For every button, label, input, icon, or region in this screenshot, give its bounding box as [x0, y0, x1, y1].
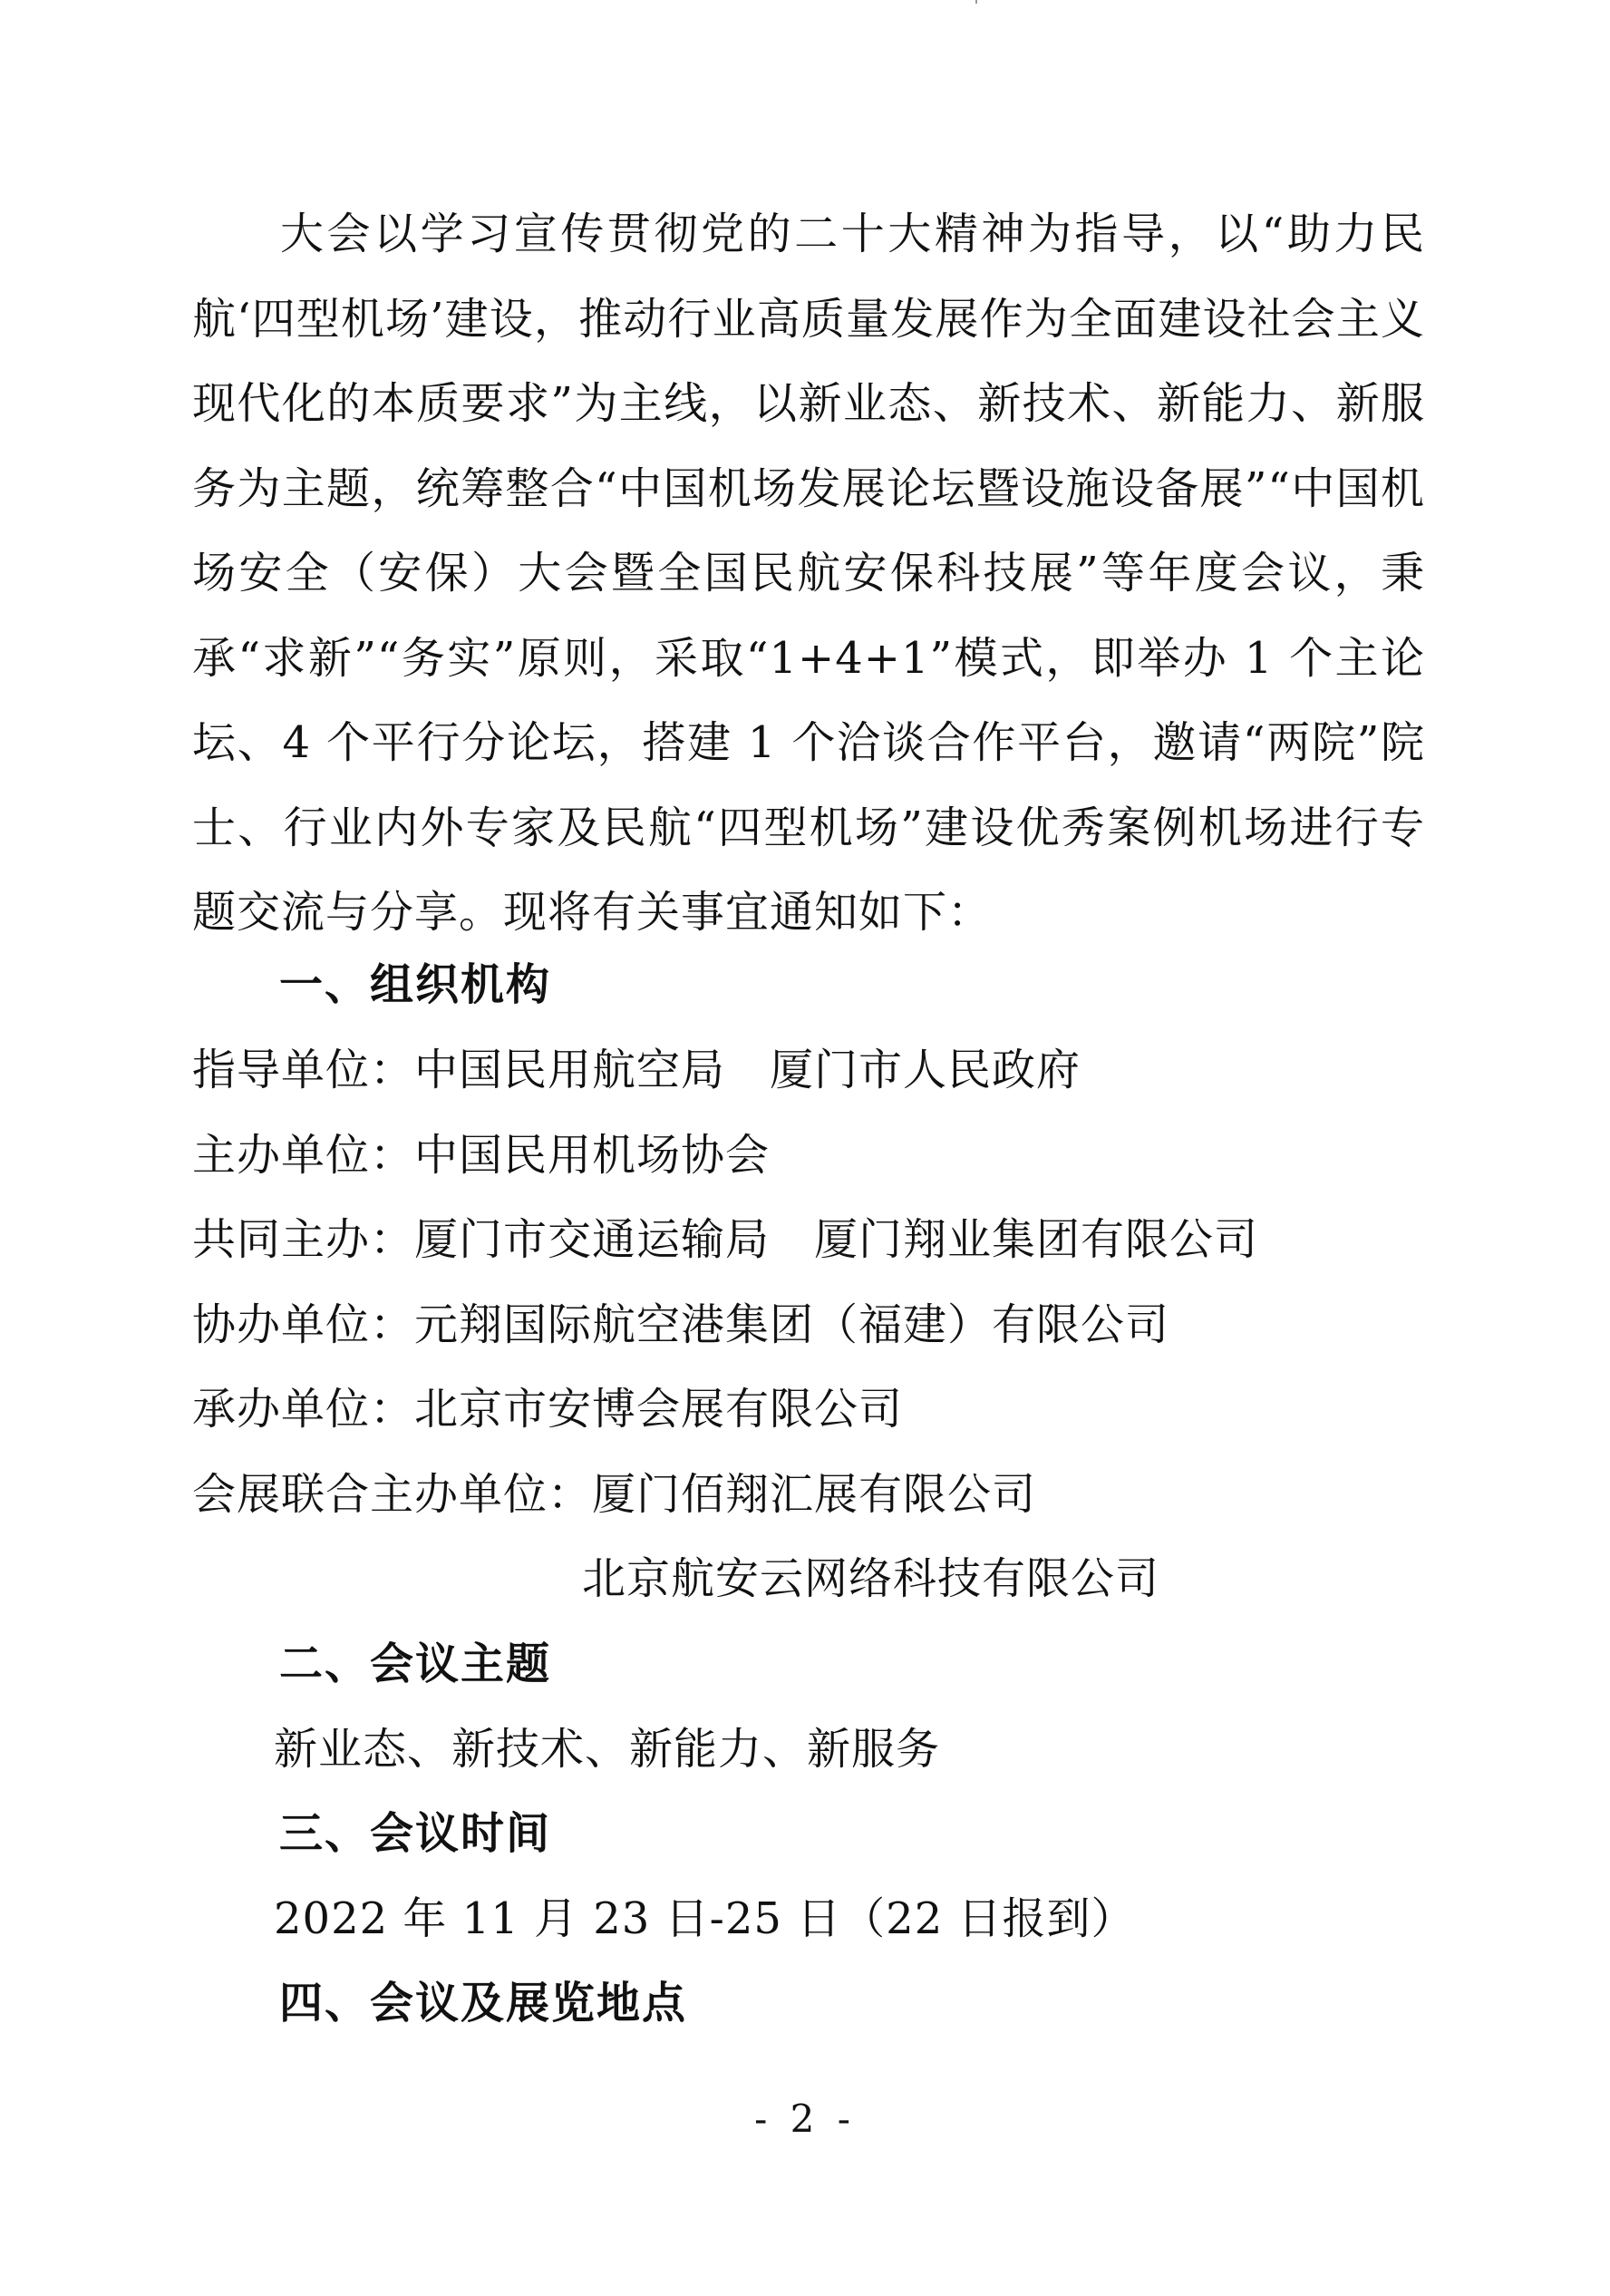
scan-mark	[975, 0, 977, 4]
section-heading-venue: 四、会议及展览地点	[279, 1978, 688, 2028]
section-heading-organization: 一、组织机构	[279, 959, 552, 1010]
exhibition-co-host-second-line: 北京航安云网络科技有限公司	[582, 1553, 1160, 1604]
co-host-line: 共同主办：厦门市交通运输局 厦门翔业集团有限公司	[192, 1214, 1259, 1265]
section-heading-theme: 二、会议主题	[279, 1639, 552, 1689]
guiding-unit-line: 指导单位：中国民用航空局 厦门市人民政府	[192, 1045, 1081, 1095]
theme-content: 新业态、新技术、新能力、新服务	[274, 1724, 941, 1775]
intro-paragraph: 大会以学习宣传贯彻党的二十大精神为指导，以“助力民航‘四型机场’建设，推动行业高质量发展作为全面建设社会主义现代化的本质要求”为主线，以新业态、新技术、新能力、新服务为主题，统筹整合“中国机场发展论坛暨设施设备展”“中国机场安全（安保）大会暨全国民航安保科技展”等年度会议，秉承“求新”“务实”原则，采取“1+4+1”模式，即举办 1 个主论坛、4 个平行分论坛，搭建 1 个洽谈合作平台，邀请“两院”院士、行业内外专家及民航“四型机场”建设优秀案例机场进行专题交流与分享。现将有关事宜通知如下：	[192, 209, 1425, 938]
host-unit-line: 主办单位：中国民用机场协会	[192, 1130, 771, 1181]
section-heading-time: 三、会议时间	[279, 1808, 552, 1859]
organizer-unit-line: 承办单位：北京市安博会展有限公司	[192, 1384, 904, 1435]
exhibition-co-host-line: 会展联合主办单位：厦门佰翔汇展有限公司	[192, 1469, 1037, 1520]
time-content: 2022 年 11 月 23 日-25 日（22 日报到）	[274, 1893, 1136, 1944]
page-number: - 2 -	[754, 2097, 856, 2141]
assisting-unit-line: 协办单位：元翔国际航空港集团（福建）有限公司	[192, 1299, 1170, 1350]
